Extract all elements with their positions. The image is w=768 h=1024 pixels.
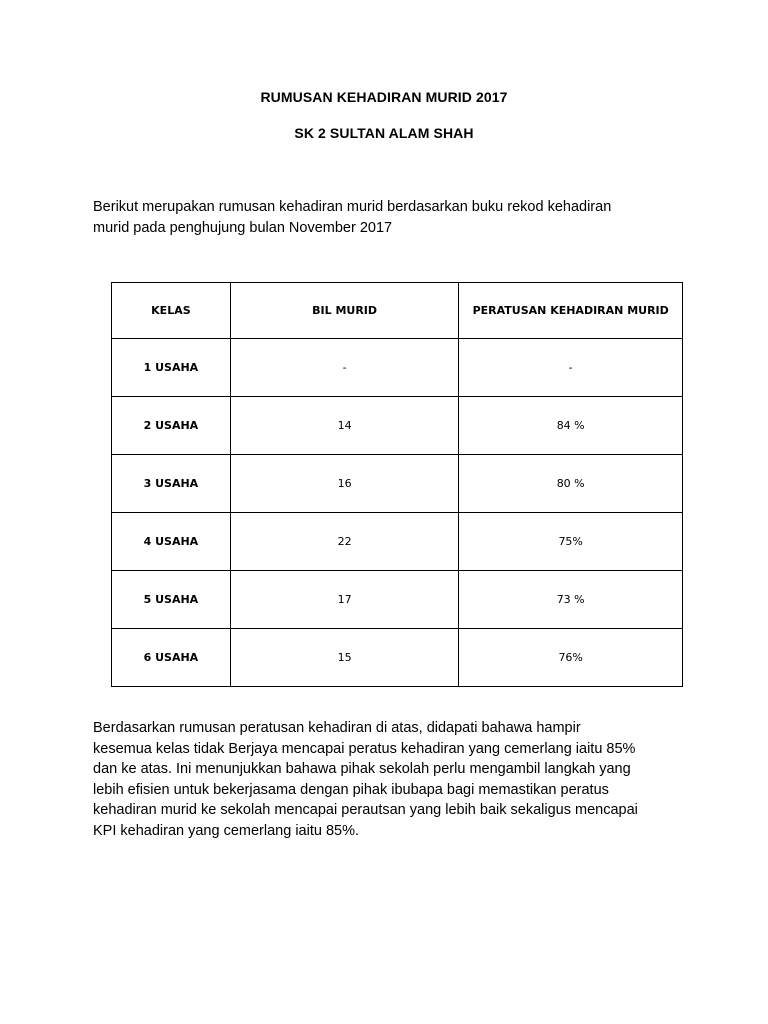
table-row <box>112 513 683 571</box>
cell-bil-murid: 14 <box>230 397 459 455</box>
header-bil-murid: BIL MURID <box>230 283 459 339</box>
conclusion-line: dan ke atas. Ini menunjukkan bahawa pihak sekolah perlu mengambil langkah yang <box>93 761 631 777</box>
table-row <box>112 571 683 629</box>
cell-kelas: 3 USAHA <box>112 455 231 513</box>
cell-kelas: 4 USAHA <box>112 513 231 571</box>
table-row <box>112 339 683 397</box>
header-kelas: KELAS <box>112 283 231 339</box>
conclusion-paragraph <box>93 718 693 841</box>
cell-bil-murid: 15 <box>230 629 459 687</box>
cell-peratusan: 76% <box>459 629 683 687</box>
intro-line: Berikut merupakan rumusan kehadiran murid berdasarkan buku rekod kehadiran <box>93 199 612 215</box>
attendance-table <box>111 282 683 687</box>
intro-line: murid pada penghujung bulan November 2017 <box>93 219 393 236</box>
intro-paragraph <box>93 197 693 238</box>
cell-bil-murid: 16 <box>230 455 459 513</box>
cell-peratusan: 80 % <box>459 455 683 513</box>
table-header-row <box>112 283 683 339</box>
cell-bil-murid: 22 <box>230 513 459 571</box>
cell-peratusan: - <box>459 339 683 397</box>
conclusion-line: kesemua kelas tidak Berjaya mencapai peratus kehadiran yang cemerlang iaitu 85% <box>93 740 636 757</box>
cell-peratusan: 84 % <box>459 397 683 455</box>
conclusion-line: Berdasarkan rumusan peratusan kehadiran di atas, didapati bahawa hampir <box>93 720 581 736</box>
conclusion-line: KPI kehadiran yang cemerlang iaitu 85%. <box>93 822 359 839</box>
conclusion-line: kehadiran murid ke sekolah mencapai perautsan yang lebih baik sekaligus mencapai <box>93 802 638 818</box>
cell-kelas: 5 USAHA <box>112 571 231 629</box>
conclusion-line: lebih efisien untuk bekerjasama dengan pihak ibubapa bagi memastikan peratus <box>93 781 609 798</box>
cell-bil-murid: - <box>230 339 459 397</box>
cell-bil-murid: 17 <box>230 571 459 629</box>
header-peratusan: PERATUSAN KEHADIRAN MURID <box>459 283 683 339</box>
table-row <box>112 629 683 687</box>
school-name: SK 2 SULTAN ALAM SHAH <box>294 125 474 141</box>
cell-kelas: 1 USAHA <box>112 339 231 397</box>
table-row <box>112 455 683 513</box>
table-row <box>112 397 683 455</box>
document-title: RUMUSAN KEHADIRAN MURID 2017 <box>260 89 508 105</box>
cell-peratusan: 73 % <box>459 571 683 629</box>
cell-peratusan: 75% <box>459 513 683 571</box>
cell-kelas: 2 USAHA <box>112 397 231 455</box>
cell-kelas: 6 USAHA <box>112 629 231 687</box>
